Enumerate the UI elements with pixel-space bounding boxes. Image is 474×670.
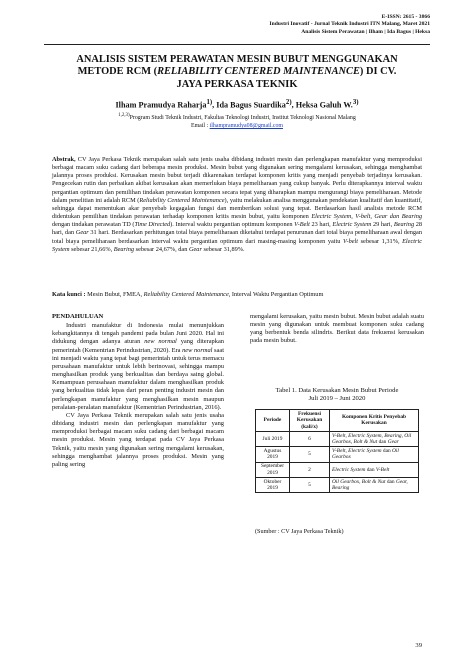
header-issn: E-ISSN: 2615 - 3866 xyxy=(381,14,430,20)
table-row: Oktober 2019 5 Oil Gearbox, Bolt & Nut dan Gear, Bearing xyxy=(256,478,419,493)
affiliation-text: Program Studi Teknik Industri, Fakultas Teknologi Industri, Institut Teknologi Nasional Malang xyxy=(129,114,356,121)
table-row: Juli 2019 6 V-Belt, Electric System, Bearing, Oil Gearbox, Bolt & Nut dan Gear xyxy=(256,431,419,446)
title-line-1: ANALISIS SISTEM PERAWATAN MESIN BUBUT MENGGUNAKAN xyxy=(76,54,398,65)
header-running-title: Analisis Sistem Perawatan | Ilham | Ida Bagus | Heksa xyxy=(301,28,430,35)
page-number: 39 xyxy=(415,642,422,649)
intro-right-column xyxy=(250,313,424,346)
author-2: , Ida Bagus Suardika xyxy=(212,100,286,110)
keywords-label: Kata kunci : xyxy=(52,291,86,298)
author-3: , Heksa Galuh W. xyxy=(291,100,353,110)
header-rule xyxy=(44,44,430,45)
table-row: Agustus 2019 5 V-Belt, Electric System dan Oil Gearbox xyxy=(256,447,419,462)
title-line-2: METODE RCM (RELIABILITY CENTERED MAINTENANCE) DI CV. xyxy=(77,66,397,78)
paper-title xyxy=(44,54,430,91)
title-line-3: JAYA PERKASA TEKNIK xyxy=(176,78,298,90)
section-heading-pendahuluan: PENDAHULUAN xyxy=(52,313,104,320)
intro-left-column xyxy=(52,313,224,469)
header-periode: Periode xyxy=(256,410,290,432)
intro-paragraph-continued: mengalami kerusakan, yaitu mesin bubut. Mesin bubut adalah suatu mesin yang digunakan untuk membuat komponen suku cadang yang berbentuk benda silindris. Berikut data frekuensi kerusakan pada mesin bubut. xyxy=(250,313,424,345)
affiliation: $^{1,2,3)}$Program Studi Teknik Industri, Fakultas Teknologi Industri, Institut Teknologi Nasional Malang Email : ilhampramudya08@gmail.com xyxy=(118,113,356,129)
author-list: Ilham Pramudya Raharja$^{1)}$, Ida Bagus Suardika$^{2)}$, Heksa Galuh W.$^{3)}$ xyxy=(115,99,359,110)
table-row: September 2019 2 Electric System dan V-Belt xyxy=(256,462,419,477)
table-source: (Sumber : CV Jaya Perkasa Teknik) xyxy=(255,528,344,535)
table-caption: Tabel 1. Data Kerusakan Mesin Bubut Periode Juli 2019 – Juni 2020 xyxy=(275,387,399,403)
author-1: Ilham Pramudya Raharja xyxy=(115,100,207,110)
table-header-row xyxy=(256,410,419,432)
header-komponen: Komponen Kritis Penyebab Kerusakan xyxy=(330,410,419,432)
keywords: Kata kunci : Mesin Bubut, FMEA, Reliability Centered Maintenance, Interval Waktu Pergantian Optimum xyxy=(52,291,324,298)
email-link[interactable]: ilhampramudya08@gmail.com xyxy=(209,122,283,129)
damage-data-table xyxy=(255,409,419,493)
intro-paragraph-1: Industri manufaktur di Indonesia mulai menunjukkan kebangkitannya di tengah pandemi pada bulan Juni 2020. Hal ini didukung dengan adanya aturan new normal yang diterapkan pemerintah (Kementrian Perindustrian, 2020). Era new normal saat ini menjadi waktu yang tepat bagi pemerintah untuk terus memacu perusahaan manufaktur untuk lebih berinovasi, sehingga mampu menghasilkan produk yang berkualitas dan berdaya saing global. Kemampuan perusahaan manufaktur dalam menghasilkan produk yang berkualitas tidak lepas dari peran penting industri mesin dan perlengkapan manufaktur yang menghasilkan mesin maupun peralatan-peralatan manufaktur (Kementrian Perindustrian, 2016). xyxy=(52,322,224,411)
abstract-label: Abstrak, xyxy=(52,156,76,163)
intro-paragraph-2: CV Jaya Perkasa Teknik merupakan salah satu jenis usaha dibidang industri mesin dan perlengkapan manufaktur yang memproduksi berbagai macam suku cadang dari berbagai macam mesin produksi. Mesin yang terdapat pada CV Jaya Perkasa Teknik, yaitu mesin yang digunakan sering mengalami kerusakan, sehingga menghambat jalannya proses produksi. Mesin yang paling sering xyxy=(52,411,224,468)
abstract: Abstrak, CV Jaya Perkasa Teknik merupakan salah satu jenis usaha dibidang industri mesin dan perlengkapan manufaktur yang memproduksi berbagai macam suku cadang dari beberapa mesin produksi. Mesin bubut yang digunakan sering mengalami kerusakan, sehingga menghambat jalannya proses produksi. Kerusakan mesin bubut terjadi dikarenakan terdapat komponen kritis yang menjadi penyebab terjadinya kerusakan. Pengecekan rutin dan perbaikan akibat kerusakan akan memerlukan biaya pemeliharaan yang cukup banyak. Perlu diterapkannya interval waktu pergantian optimum dan pemilihan tindakan perawatan komponen secara tepat yang diharapkan mampu mengurangi biaya pemeliharaan. Metode dalam penelitian ini adalah RCM (Reliability Centered Maintenance), yaitu melakukan analisa menggunakan pendekatan kualitatif dan kuantitatif, sehingga dapat menentukan akar penyebab kegagalan fungsi dan memberikan solusi yang tepat. Berdasarkan hasil analisis metode RCM didentukan pemilihan tindakan perawatan terhadap komponen kritis mesin bubut, yaitu komponen Electric System, V-belt, Gear dan Bearing dengan tindakan perawatan TD (Time Directed). Interval waktu pergantian optimum komponen V-Belt 23 hari, Electric System 29 hari, Bearing 28 hari, dan Gear 31 hari. Berdasarkan perhitungan total biaya pemeliharaan diketahui terdapat penurunan dari total biaya pemeliharaan awal dengan total biaya pemeliharaan berdasarkan interval waktu pergantian optimum dari masing-masing komponen yaitu V-belt sebesar 1,31%, Electric System sebesar 21,66%, Bearing sebesar 24,67%, dan Gear sebesar 31,89%. xyxy=(52,156,423,253)
header-frekuensi: Frekuensi Kerusakan (kali/x) xyxy=(290,410,330,432)
header-journal: Industri Inovatif - Jurnal Teknik Industri ITN Malang, Maret 2021 xyxy=(269,21,430,28)
journal-header xyxy=(269,14,430,36)
